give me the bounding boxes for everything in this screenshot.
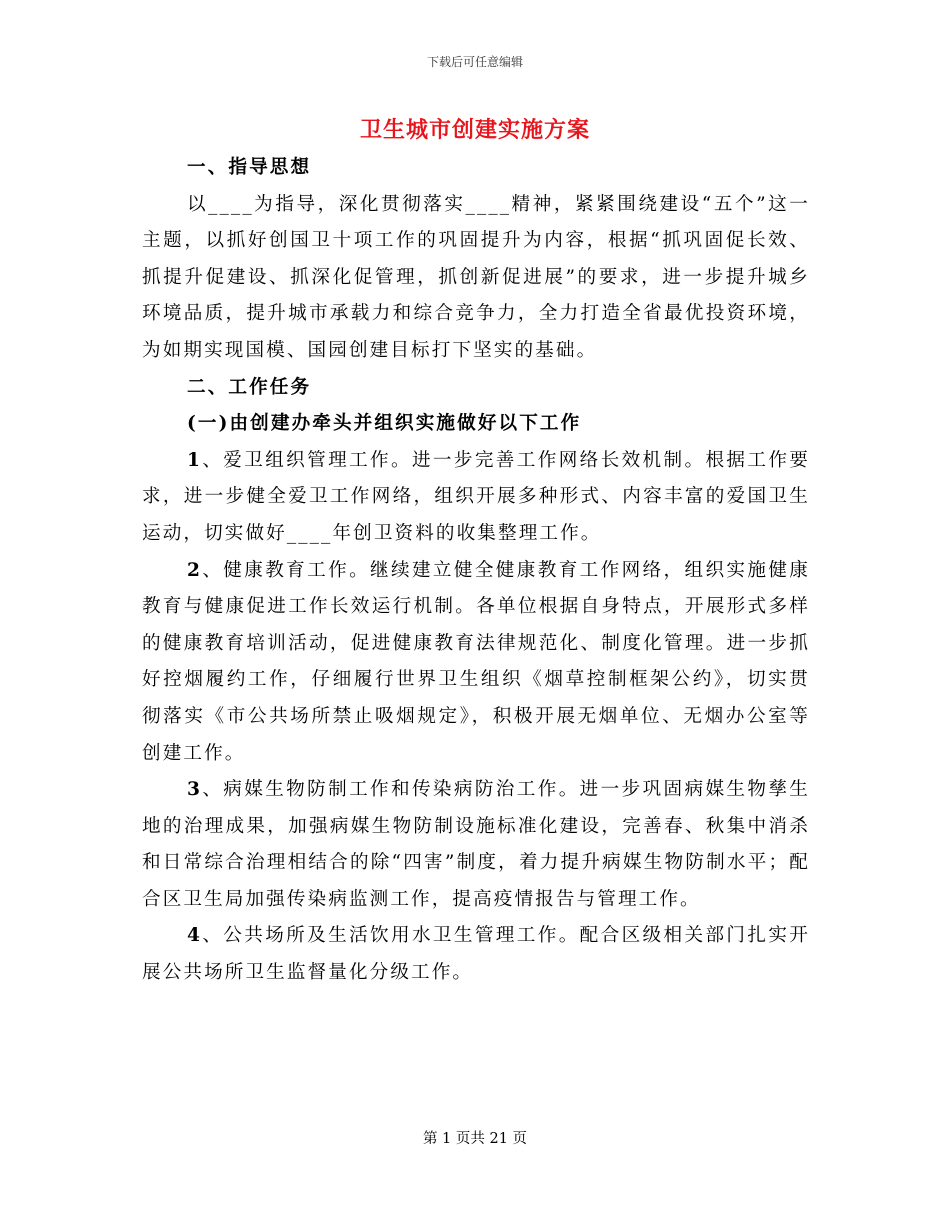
list-item-2 [142,553,810,773]
list-item-3 [142,772,810,918]
item-number: 1 [187,449,203,471]
list-item-4 [142,918,810,991]
item-number: 2 [187,559,203,581]
section-heading-work-tasks: 二、工作任务 [187,376,312,398]
subsection-heading: (一)由创建办牵头并组织实施做好以下工作 [187,413,582,435]
paragraph-guiding-ideology: 以____为指导，深化贯彻落实____精神，紧紧围绕建设“五个”这一主题，以抓好创国卫十项工作的巩固提升为内容，根据“抓巩固促长效、抓提升促建设、抓深化促管理，抓创新促进展”的要求，进一步提升城乡环境品质，提升城市承载力和综合竞争力，全力打造全省最优投资环境，为如期实现国模、国园创建目标打下坚实的基础。 [142,193,810,361]
document-title: 卫生城市创建实施方案 [359,117,590,143]
item-number: 4 [187,925,203,947]
section-heading-guiding-ideology: 一、指导思想 [187,157,312,178]
item-text: 、公共场所及生活饮用水卫生管理工作。配合区级相关部门扎实开展公共场所卫生监督量化分级工作。 [142,925,810,984]
document-body [142,150,810,992]
list-item-1 [142,443,810,553]
item-text: 、病媒生物防制工作和传染病防治工作。进一步巩固病媒生物孳生地的治理成果，加强病媒生物防制设施标准化建设，完善春、秋集中消杀和日常综合治理相结合的除“四害”制度，着力提升病媒生物防制水平；配合区卫生局加强传染病监测工作，提高疫情报告与管理工作。 [142,779,810,910]
page-header: 下载后可任意编辑 [426,55,523,69]
page-footer: 第 1 页共 21 页 [422,1131,528,1147]
item-text: 、爱卫组织管理工作。进一步完善工作网络长效机制。根据工作要求，进一步健全爱卫工作网络，组织开展多种形式、内容丰富的爱国卫生运动，切实做好____年创卫资料的收集整理工作。 [142,449,810,544]
item-number: 3 [187,779,203,801]
item-text: 、健康教育工作。继续建立健全健康教育工作网络，组织实施健康教育与健康促进工作长效运行机制。各单位根据自身特点，开展形式多样的健康教育培训活动，促进健康教育法律规范化、制度化管理。进一步抓好控烟履约工作，仔细履行世界卫生组织《烟草控制框架公约》，切实贯彻落实《市公共场所禁止吸烟规定》，积极开展无烟单位、无烟办公室等创建工作。 [142,559,810,764]
